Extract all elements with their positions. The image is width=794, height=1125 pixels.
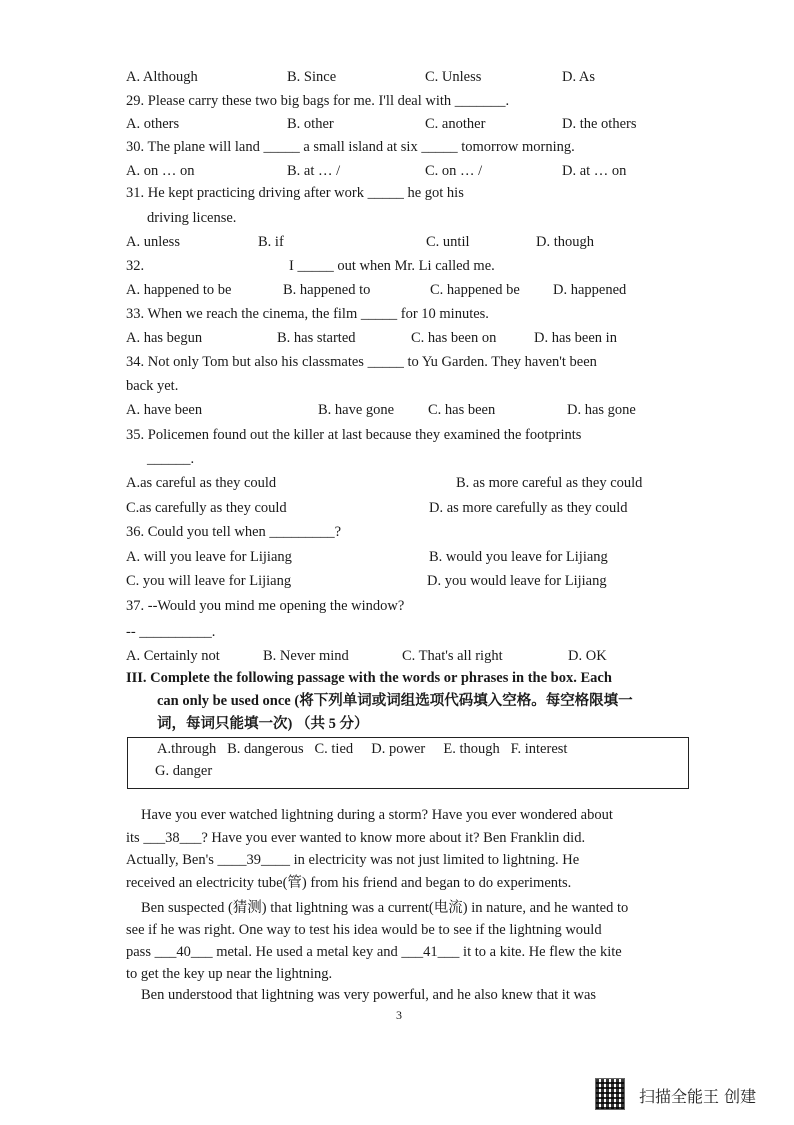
- section3-heading-line1: III. Complete the following passage with the words or phrases in the box. Each: [126, 670, 612, 686]
- q32-number: 32.: [126, 258, 145, 274]
- q32-stem: I _____ out when Mr. Li called me.: [289, 258, 495, 274]
- q32-option-b: B. happened to: [283, 282, 371, 298]
- q28-option-b: B. Since: [287, 69, 337, 85]
- q28-option-c: C. Unless: [425, 69, 482, 85]
- passage-p1-line3: Actually, Ben's ____39____ in electricity was not just limited to lightning. He: [126, 852, 580, 868]
- q32-option-c: C. happened be: [430, 282, 520, 298]
- word-box-line1: A.through B. dangerous C. tied D. power E. though F. interest: [157, 741, 568, 757]
- q34-option-c: C. has been: [428, 402, 496, 418]
- page-number: 3: [396, 1008, 402, 1022]
- q31-option-a: A. unless: [126, 234, 180, 250]
- passage-p2-line3: pass ___40___ metal. He used a metal key and ___41___ it to a kite. He flew the kite: [126, 944, 622, 960]
- q33-option-c: C. has been on: [411, 330, 497, 346]
- q37-option-a: A. Certainly not: [126, 648, 220, 664]
- q30-option-a: A. on … on: [126, 163, 195, 179]
- section3-heading-line3: 词，每词只能填一次) （共 5 分）: [157, 716, 369, 732]
- q35-stem-line2: ______.: [147, 451, 195, 467]
- q37-option-b: B. Never mind: [263, 648, 349, 664]
- q30-stem: 30. The plane will land _____ a small island at six _____ tomorrow morning.: [126, 139, 575, 155]
- q31-stem-line1: 31. He kept practicing driving after work _____ he got his: [126, 185, 464, 201]
- q34-stem-line1: 34. Not only Tom but also his classmates _____ to Yu Garden. They haven't been: [126, 354, 597, 370]
- qr-code-icon: [595, 1078, 625, 1110]
- q37-option-c: C. That's all right: [402, 648, 503, 664]
- word-box-line2: G. danger: [155, 763, 213, 779]
- q35-option-b: B. as more careful as they could: [456, 475, 643, 491]
- q31-option-b: B. if: [258, 234, 284, 250]
- q31-option-c: C. until: [426, 234, 470, 250]
- passage-p1-line2: its ___38___? Have you ever wanted to know more about it? Ben Franklin did.: [126, 830, 586, 846]
- q29-option-b: B. other: [287, 116, 334, 132]
- q35-option-d: D. as more carefully as they could: [429, 500, 628, 516]
- q30-option-b: B. at … /: [287, 163, 341, 179]
- q28-option-a: A. Although: [126, 69, 198, 85]
- q29-option-d: D. the others: [562, 116, 637, 132]
- passage-p2-line2: see if he was right. One way to test his idea would be to see if the lightning would: [126, 922, 602, 938]
- q33-stem: 33. When we reach the cinema, the film _____ for 10 minutes.: [126, 306, 489, 322]
- q32-option-a: A. happened to be: [126, 282, 232, 298]
- q31-stem-line2: driving license.: [147, 210, 237, 226]
- q36-option-c: C. you will leave for Lijiang: [126, 573, 292, 589]
- q35-stem-line1: 35. Policemen found out the killer at last because they examined the footprints: [126, 427, 582, 443]
- watermark-text: 扫描全能王 创建: [639, 1087, 757, 1106]
- passage-p1-line1: Have you ever watched lightning during a storm? Have you ever wondered about: [141, 807, 613, 823]
- passage-p2-line1: Ben suspected (猜测) that lightning was a current(电流) in nature, and he wanted to: [141, 900, 629, 916]
- q29-option-a: A. others: [126, 116, 180, 132]
- scanner-watermark: [595, 1078, 775, 1112]
- q35-option-a: A.as careful as they could: [126, 475, 277, 491]
- q30-option-d: D. at … on: [562, 163, 627, 179]
- q29-stem: 29. Please carry these two big bags for me. I'll deal with _______.: [126, 93, 510, 109]
- q36-option-b: B. would you leave for Lijiang: [429, 549, 608, 565]
- q35-option-c: C.as carefully as they could: [126, 500, 287, 516]
- q33-option-b: B. has started: [277, 330, 356, 346]
- q30-option-c: C. on … /: [425, 163, 483, 179]
- q28-option-d: D. As: [562, 69, 596, 85]
- passage-p3-line1: Ben understood that lightning was very powerful, and he also knew that it was: [141, 987, 597, 1003]
- passage-p1-line4: received an electricity tube(管) from his friend and began to do experiments.: [126, 875, 572, 891]
- section3-heading-line2: can only be used once (将下列单词或词组选项代码填入空格。每空格限填一: [157, 693, 633, 709]
- q34-option-a: A. have been: [126, 402, 203, 418]
- q29-option-c: C. another: [425, 116, 486, 132]
- passage-p2-line4: to get the key up near the lightning.: [126, 966, 333, 982]
- q34-option-b: B. have gone: [318, 402, 395, 418]
- q33-option-d: D. has been in: [534, 330, 617, 346]
- q36-option-a: A. will you leave for Lijiang: [126, 549, 292, 565]
- q36-option-d: D. you would leave for Lijiang: [427, 573, 607, 589]
- q31-option-d: D. though: [536, 234, 594, 250]
- q33-option-a: A. has begun: [126, 330, 203, 346]
- q37-reply: -- __________.: [126, 624, 216, 640]
- q34-option-d: D. has gone: [567, 402, 636, 418]
- q37-option-d: D. OK: [568, 648, 607, 664]
- q37-stem: 37. --Would you mind me opening the window?: [126, 598, 405, 614]
- q34-stem-line2: back yet.: [126, 378, 179, 394]
- q32-option-d: D. happened: [553, 282, 627, 298]
- q36-stem: 36. Could you tell when _________?: [126, 524, 342, 540]
